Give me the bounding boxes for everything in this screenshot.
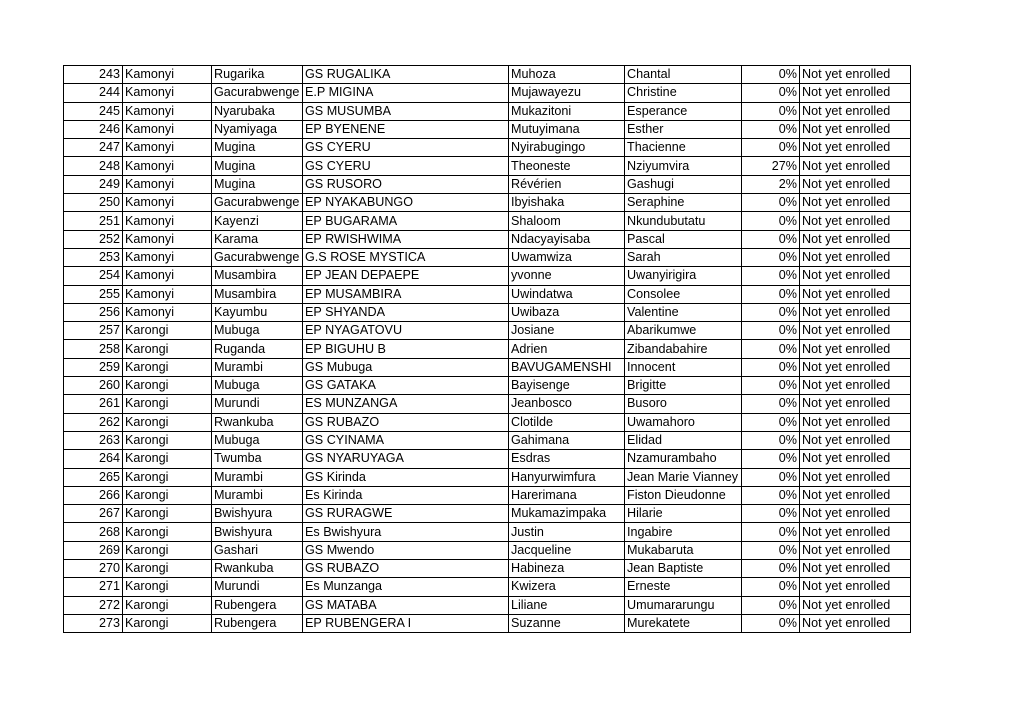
sector-cell: Nyamiyaga [212,120,303,138]
last-name-cell: Abarikumwe [625,322,742,340]
table-row [64,230,911,248]
status-cell: Not yet enrolled [800,505,911,523]
first-name-cell: Uwindatwa [509,285,625,303]
first-name-cell: Révérien [509,175,625,193]
first-name-cell: Jeanbosco [509,395,625,413]
row-number-cell: 272 [64,596,123,614]
district-cell: Karongi [123,395,212,413]
table-row [64,486,911,504]
row-number-cell: 244 [64,84,123,102]
sector-cell: Gacurabwenge [212,194,303,212]
status-cell: Not yet enrolled [800,560,911,578]
school-cell: GS RUGALIKA [303,66,509,84]
table-row [64,303,911,321]
table-row [64,450,911,468]
school-cell: GS RUBAZO [303,560,509,578]
last-name-cell: Innocent [625,358,742,376]
progress-cell: 0% [742,194,800,212]
sector-cell: Mubuga [212,431,303,449]
status-cell: Not yet enrolled [800,431,911,449]
first-name-cell: yvonne [509,267,625,285]
table-row [64,468,911,486]
sector-cell: Kayumbu [212,303,303,321]
status-cell: Not yet enrolled [800,230,911,248]
last-name-cell: Gashugi [625,175,742,193]
table-row [64,157,911,175]
sector-cell: Mubuga [212,322,303,340]
district-cell: Kamonyi [123,120,212,138]
sector-cell: Murambi [212,358,303,376]
first-name-cell: Mutuyimana [509,120,625,138]
last-name-cell: Christine [625,84,742,102]
status-cell: Not yet enrolled [800,285,911,303]
status-cell: Not yet enrolled [800,157,911,175]
status-cell: Not yet enrolled [800,468,911,486]
progress-cell: 0% [742,596,800,614]
row-number-cell: 255 [64,285,123,303]
school-cell: EP NYAGATOVU [303,322,509,340]
progress-cell: 0% [742,267,800,285]
status-cell: Not yet enrolled [800,395,911,413]
district-cell: Karongi [123,560,212,578]
status-cell: Not yet enrolled [800,212,911,230]
first-name-cell: Ndacyayisaba [509,230,625,248]
district-cell: Kamonyi [123,303,212,321]
sector-cell: Ruganda [212,340,303,358]
first-name-cell: Hanyurwimfura [509,468,625,486]
row-number-cell: 245 [64,102,123,120]
row-number-cell: 251 [64,212,123,230]
status-cell: Not yet enrolled [800,596,911,614]
row-number-cell: 252 [64,230,123,248]
progress-cell: 0% [742,340,800,358]
table-row [64,212,911,230]
row-number-cell: 263 [64,431,123,449]
progress-cell: 0% [742,212,800,230]
status-cell: Not yet enrolled [800,267,911,285]
last-name-cell: Chantal [625,66,742,84]
district-cell: Kamonyi [123,157,212,175]
row-number-cell: 262 [64,413,123,431]
sector-cell: Gacurabwenge [212,84,303,102]
status-cell: Not yet enrolled [800,450,911,468]
table-row [64,194,911,212]
status-cell: Not yet enrolled [800,322,911,340]
first-name-cell: Jacqueline [509,541,625,559]
progress-cell: 0% [742,413,800,431]
district-cell: Kamonyi [123,267,212,285]
table-row [64,102,911,120]
sector-cell: Rubengera [212,614,303,632]
row-number-cell: 269 [64,541,123,559]
school-cell: Es Bwishyura [303,523,509,541]
last-name-cell: Sarah [625,248,742,266]
last-name-cell: Mukabaruta [625,541,742,559]
last-name-cell: Umumararungu [625,596,742,614]
last-name-cell: Uwanyirigira [625,267,742,285]
progress-cell: 0% [742,358,800,376]
district-cell: Karongi [123,505,212,523]
last-name-cell: Hilarie [625,505,742,523]
district-cell: Karongi [123,523,212,541]
progress-cell: 0% [742,230,800,248]
table-row [64,431,911,449]
first-name-cell: Ibyishaka [509,194,625,212]
row-number-cell: 266 [64,486,123,504]
row-number-cell: 257 [64,322,123,340]
school-cell: GS Mubuga [303,358,509,376]
table-row [64,358,911,376]
district-cell: Kamonyi [123,66,212,84]
row-number-cell: 270 [64,560,123,578]
first-name-cell: Mukazitoni [509,102,625,120]
progress-cell: 0% [742,541,800,559]
district-cell: Karongi [123,596,212,614]
sector-cell: Bwishyura [212,505,303,523]
progress-cell: 0% [742,66,800,84]
district-cell: Karongi [123,468,212,486]
row-number-cell: 260 [64,377,123,395]
school-cell: GS CYERU [303,157,509,175]
school-cell: EP RUBENGERA I [303,614,509,632]
row-number-cell: 271 [64,578,123,596]
table-row [64,66,911,84]
last-name-cell: Elidad [625,431,742,449]
sector-cell: Twumba [212,450,303,468]
table-row [64,267,911,285]
table-row [64,413,911,431]
progress-cell: 0% [742,303,800,321]
table-body [64,66,911,633]
school-cell: EP BIGUHU B [303,340,509,358]
sector-cell: Rwankuba [212,560,303,578]
row-number-cell: 250 [64,194,123,212]
table-row [64,120,911,138]
row-number-cell: 265 [64,468,123,486]
first-name-cell: Shaloom [509,212,625,230]
first-name-cell: Uwamwiza [509,248,625,266]
status-cell: Not yet enrolled [800,175,911,193]
first-name-cell: BAVUGAMENSHI [509,358,625,376]
status-cell: Not yet enrolled [800,303,911,321]
first-name-cell: Liliane [509,596,625,614]
sector-cell: Mugina [212,157,303,175]
sector-cell: Rugarika [212,66,303,84]
table-row [64,614,911,632]
progress-cell: 0% [742,450,800,468]
last-name-cell: Busoro [625,395,742,413]
school-cell: GS Kirinda [303,468,509,486]
first-name-cell: Harerimana [509,486,625,504]
progress-cell: 0% [742,248,800,266]
status-cell: Not yet enrolled [800,541,911,559]
last-name-cell: Jean Baptiste [625,560,742,578]
sector-cell: Bwishyura [212,523,303,541]
sector-cell: Karama [212,230,303,248]
progress-cell: 0% [742,395,800,413]
sector-cell: Mugina [212,139,303,157]
table-row [64,395,911,413]
row-number-cell: 264 [64,450,123,468]
status-cell: Not yet enrolled [800,84,911,102]
school-cell: EP SHYANDA [303,303,509,321]
first-name-cell: Mujawayezu [509,84,625,102]
last-name-cell: Erneste [625,578,742,596]
district-cell: Kamonyi [123,175,212,193]
first-name-cell: Muhoza [509,66,625,84]
status-cell: Not yet enrolled [800,120,911,138]
sector-cell: Murambi [212,486,303,504]
progress-cell: 0% [742,102,800,120]
table-row [64,505,911,523]
status-cell: Not yet enrolled [800,377,911,395]
district-cell: Karongi [123,541,212,559]
progress-cell: 0% [742,120,800,138]
table-row [64,175,911,193]
last-name-cell: Nziyumvira [625,157,742,175]
status-cell: Not yet enrolled [800,194,911,212]
last-name-cell: Murekatete [625,614,742,632]
progress-cell: 0% [742,468,800,486]
first-name-cell: Gahimana [509,431,625,449]
first-name-cell: Justin [509,523,625,541]
district-cell: Karongi [123,614,212,632]
school-cell: EP RWISHWIMA [303,230,509,248]
school-cell: GS MUSUMBA [303,102,509,120]
school-cell: GS RURAGWE [303,505,509,523]
last-name-cell: Valentine [625,303,742,321]
progress-cell: 27% [742,157,800,175]
table-row [64,541,911,559]
row-number-cell: 249 [64,175,123,193]
last-name-cell: Nzamurambaho [625,450,742,468]
sector-cell: Rwankuba [212,413,303,431]
district-cell: Kamonyi [123,84,212,102]
row-number-cell: 267 [64,505,123,523]
district-cell: Kamonyi [123,212,212,230]
status-cell: Not yet enrolled [800,66,911,84]
first-name-cell: Nyirabugingo [509,139,625,157]
district-cell: Karongi [123,340,212,358]
progress-cell: 0% [742,614,800,632]
district-cell: Karongi [123,358,212,376]
status-cell: Not yet enrolled [800,614,911,632]
district-cell: Kamonyi [123,102,212,120]
district-cell: Kamonyi [123,230,212,248]
sector-cell: Nyarubaka [212,102,303,120]
school-cell: EP BYENENE [303,120,509,138]
school-cell: Es Munzanga [303,578,509,596]
first-name-cell: Josiane [509,322,625,340]
sector-cell: Murambi [212,468,303,486]
status-cell: Not yet enrolled [800,486,911,504]
school-cell: E.P MIGINA [303,84,509,102]
status-cell: Not yet enrolled [800,340,911,358]
last-name-cell: Esperance [625,102,742,120]
progress-cell: 0% [742,139,800,157]
status-cell: Not yet enrolled [800,523,911,541]
school-cell: ES MUNZANGA [303,395,509,413]
status-cell: Not yet enrolled [800,578,911,596]
row-number-cell: 246 [64,120,123,138]
school-cell: EP NYAKABUNGO [303,194,509,212]
first-name-cell: Bayisenge [509,377,625,395]
school-cell: GS GATAKA [303,377,509,395]
district-cell: Karongi [123,322,212,340]
district-cell: Kamonyi [123,139,212,157]
school-cell: EP MUSAMBIRA [303,285,509,303]
progress-cell: 0% [742,560,800,578]
table-row [64,578,911,596]
first-name-cell: Uwibaza [509,303,625,321]
first-name-cell: Mukamazimpaka [509,505,625,523]
status-cell: Not yet enrolled [800,139,911,157]
row-number-cell: 261 [64,395,123,413]
table-row [64,139,911,157]
last-name-cell: Fiston Dieudonne [625,486,742,504]
school-cell: GS MATABA [303,596,509,614]
progress-cell: 2% [742,175,800,193]
sector-cell: Musambira [212,267,303,285]
table-row [64,340,911,358]
row-number-cell: 258 [64,340,123,358]
first-name-cell: Habineza [509,560,625,578]
sector-cell: Musambira [212,285,303,303]
progress-cell: 0% [742,84,800,102]
district-cell: Karongi [123,377,212,395]
sector-cell: Rubengera [212,596,303,614]
row-number-cell: 273 [64,614,123,632]
school-cell: GS RUSORO [303,175,509,193]
district-cell: Kamonyi [123,285,212,303]
status-cell: Not yet enrolled [800,413,911,431]
school-cell: GS Mwendo [303,541,509,559]
progress-cell: 0% [742,322,800,340]
last-name-cell: Zibandabahire [625,340,742,358]
last-name-cell: Uwamahoro [625,413,742,431]
table-row [64,560,911,578]
enrollment-table [63,65,911,633]
district-cell: Karongi [123,450,212,468]
sector-cell: Kayenzi [212,212,303,230]
district-cell: Karongi [123,431,212,449]
table-row [64,523,911,541]
row-number-cell: 259 [64,358,123,376]
first-name-cell: Kwizera [509,578,625,596]
last-name-cell: Thacienne [625,139,742,157]
progress-cell: 0% [742,578,800,596]
school-cell: EP JEAN DEPAEPE [303,267,509,285]
progress-cell: 0% [742,486,800,504]
row-number-cell: 247 [64,139,123,157]
last-name-cell: Ingabire [625,523,742,541]
district-cell: Kamonyi [123,248,212,266]
table-row [64,322,911,340]
table-row [64,285,911,303]
status-cell: Not yet enrolled [800,248,911,266]
school-cell: Es Kirinda [303,486,509,504]
last-name-cell: Pascal [625,230,742,248]
table-row [64,84,911,102]
district-cell: Kamonyi [123,194,212,212]
last-name-cell: Jean Marie Vianney [625,468,742,486]
first-name-cell: Adrien [509,340,625,358]
last-name-cell: Seraphine [625,194,742,212]
table-row [64,596,911,614]
last-name-cell: Nkundubutatu [625,212,742,230]
first-name-cell: Esdras [509,450,625,468]
school-cell: GS RUBAZO [303,413,509,431]
progress-cell: 0% [742,431,800,449]
last-name-cell: Esther [625,120,742,138]
progress-cell: 0% [742,285,800,303]
table-row [64,377,911,395]
district-cell: Karongi [123,413,212,431]
status-cell: Not yet enrolled [800,102,911,120]
sector-cell: Murundi [212,395,303,413]
progress-cell: 0% [742,505,800,523]
progress-cell: 0% [742,377,800,395]
school-cell: G.S ROSE MYSTICA [303,248,509,266]
school-cell: GS CYERU [303,139,509,157]
row-number-cell: 254 [64,267,123,285]
school-cell: GS CYINAMA [303,431,509,449]
school-cell: EP BUGARAMA [303,212,509,230]
progress-cell: 0% [742,523,800,541]
first-name-cell: Theoneste [509,157,625,175]
row-number-cell: 268 [64,523,123,541]
last-name-cell: Brigitte [625,377,742,395]
row-number-cell: 253 [64,248,123,266]
sector-cell: Gacurabwenge [212,248,303,266]
first-name-cell: Suzanne [509,614,625,632]
school-cell: GS NYARUYAGA [303,450,509,468]
sector-cell: Mubuga [212,377,303,395]
status-cell: Not yet enrolled [800,358,911,376]
sector-cell: Murundi [212,578,303,596]
row-number-cell: 248 [64,157,123,175]
first-name-cell: Clotilde [509,413,625,431]
row-number-cell: 243 [64,66,123,84]
district-cell: Karongi [123,578,212,596]
table-row [64,248,911,266]
row-number-cell: 256 [64,303,123,321]
sector-cell: Gashari [212,541,303,559]
sector-cell: Mugina [212,175,303,193]
district-cell: Karongi [123,486,212,504]
last-name-cell: Consolee [625,285,742,303]
